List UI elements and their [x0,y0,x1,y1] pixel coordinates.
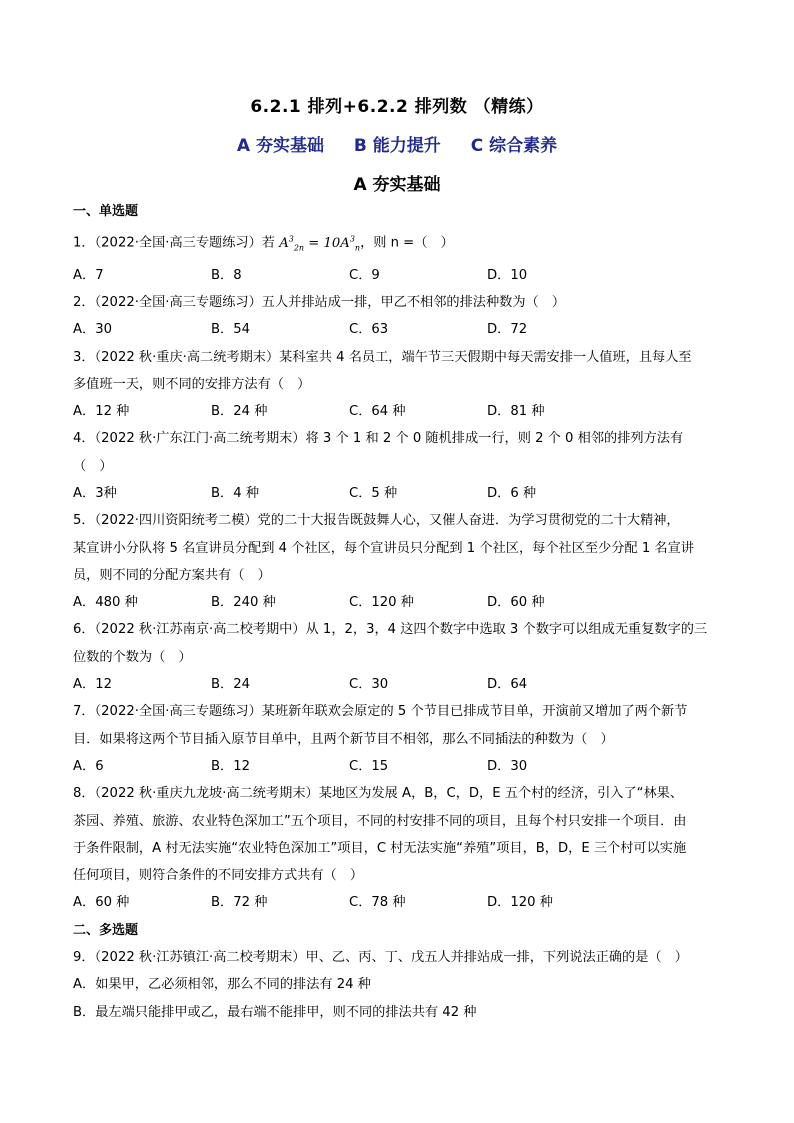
option-d[interactable]: D．64 [487,677,528,693]
question-7-options [73,753,733,780]
question-5-options [73,589,733,616]
option-a[interactable]: A．3种 [73,486,117,501]
question-4-options [73,480,733,507]
level-b-heading: B 能力提升 [353,136,441,156]
formula-permutation: $A^3_{2n} = 10A^3_n$ [279,234,361,253]
option-d[interactable]: D．60 种 [487,595,545,611]
question-6-line-2: 位数的个数为（ ） [73,649,192,665]
option-c[interactable]: C．30 [349,677,389,693]
option-a[interactable]: A．12 [73,677,112,693]
option-c[interactable]: C．78 种 [349,895,406,911]
option-b[interactable]: B．54 [211,322,251,338]
option-a[interactable]: A．6 [73,758,104,774]
question-8-line-4: 任何项目，则符合条件的不同安排方式共有（ ） [73,868,364,884]
question-2: 2．（2022·全国·高三专题练习）五人并排站成一排，甲乙不相邻的排法种数为（ ） [73,294,566,310]
question-5-line-1: 5．（2022·四川资阳统考二模）党的二十大报告既鼓舞人心，又催人奋进．为学习贯彻党的二十大精神， [73,513,680,529]
option-a[interactable]: A．60 种 [73,895,130,911]
question-4-line-1: 4．（2022 秋·广东江门·高二统考期末）将 3 个 1 和 2 个 0 随机排成一行，则 2 个 0 相邻的排列方法有 [73,431,684,447]
option-c[interactable]: C．64 种 [349,404,406,420]
option-a[interactable]: A．7 [73,267,104,283]
option-d[interactable]: D．6 种 [487,486,537,501]
option-b[interactable]: B．240 种 [211,595,276,611]
question-8-line-3: 于条件限制，A 村无法实施“农业特色深加工”项目，C 村无法实施“养殖”项目，B，D，E 三个村可以实施 [73,840,687,856]
option-b[interactable]: B．4 种 [211,486,260,501]
option-c[interactable]: C．5 种 [349,486,398,501]
level-headings [0,131,794,156]
question-1-options [73,262,733,289]
level-a-heading: A 夯实基础 [236,136,324,156]
section-multiple-choice: 二、多选题 [73,922,139,938]
question-6-line-1: 6．（2022 秋·江苏南京·高二校考期中）从 1，2，3，4 这四个数字中选取 3 个数字可以组成无重复数字的三 [73,622,708,638]
question-8-line-2: 茶园、养殖、旅游、农业特色深加工”五个项目，不同的村安排不同的项目，且每个村只安排一个项目．由 [73,813,687,829]
option-a[interactable]: A．480 种 [73,595,138,611]
question-7-line-2: 目．如果将这两个节目插入原节目单中，且两个新节目不相邻，那么不同插法的种数为（ ） [73,731,614,747]
question-1 [73,225,733,261]
page-title: 6.2.1 排列+6.2.2 排列数 （精练） [250,97,544,117]
question-9-choice-b[interactable]: B．最左端只能排甲或乙，最右端不能排甲，则不同的排法共有 42 种 [73,1004,477,1020]
option-b[interactable]: B．24 种 [211,404,268,420]
question-1-prefix: 1．（2022·全国·高三专题练习）若 [73,235,280,251]
option-b[interactable]: B．24 [211,677,251,693]
option-d[interactable]: D．10 [487,267,528,283]
option-b[interactable]: B．12 [211,758,251,774]
question-7-line-1: 7．（2022·全国·高三专题练习）某班新年联欢会原定的 5 个节目已排成节目单，开演前又增加了两个新节 [73,704,688,720]
option-c[interactable]: C．9 [349,267,380,283]
option-d[interactable]: D．81 种 [487,404,545,420]
question-1-suffix: ，则 n =（ ） [360,235,454,251]
option-c[interactable]: C．63 [349,322,389,338]
question-2-options [73,316,733,343]
level-c-heading: C 综合素养 [470,136,558,156]
option-b[interactable]: B．8 [211,267,242,283]
option-d[interactable]: D．30 [487,758,528,774]
option-d[interactable]: D．120 种 [487,895,553,911]
section-single-choice: 一、单选题 [73,204,139,219]
question-8-options [73,889,733,916]
question-list [73,198,733,1026]
question-9: 9．（2022 秋·江苏镇江·高二校考期末）甲、乙、丙、丁、戊五人并排站成一排，下列说法正确的是（ ） [73,950,688,966]
question-3-line-2: 多值班一天，则不同的安排方法有（ ） [73,376,311,392]
option-c[interactable]: C．15 [349,758,389,774]
question-3-options [73,398,733,425]
question-5-line-3: 员，则不同的分配方案共有（ ） [73,567,271,583]
option-d[interactable]: D．72 [487,322,528,338]
question-4-line-2: （ ） [73,458,113,474]
option-c[interactable]: C．120 种 [349,595,414,611]
question-5-line-2: 某宣讲小分队将 5 名宣讲员分配到 4 个社区，每个宣讲员只分配到 1 个社区，每个社区至少分配 1 名宣讲 [73,540,694,556]
option-a[interactable]: A．30 [73,322,112,338]
question-9-choice-a[interactable]: A．如果甲，乙必须相邻，那么不同的排法有 24 种 [73,977,371,993]
section-subtitle: A 夯实基础 [353,175,441,195]
option-a[interactable]: A．12 种 [73,404,130,420]
question-6-options [73,671,733,698]
option-b[interactable]: B．72 种 [211,895,268,911]
question-8-line-1: 8．（2022 秋·重庆九龙坡·高二统考期末）某地区为发展 A，B，C，D，E 五个村的经济，引入了“林果、 [73,786,684,802]
question-3-line-1: 3．（2022 秋·重庆·高二统考期末）某科室共 4 名员工，端午节三天假期中每天需安排一人值班，且每人至 [73,349,692,365]
